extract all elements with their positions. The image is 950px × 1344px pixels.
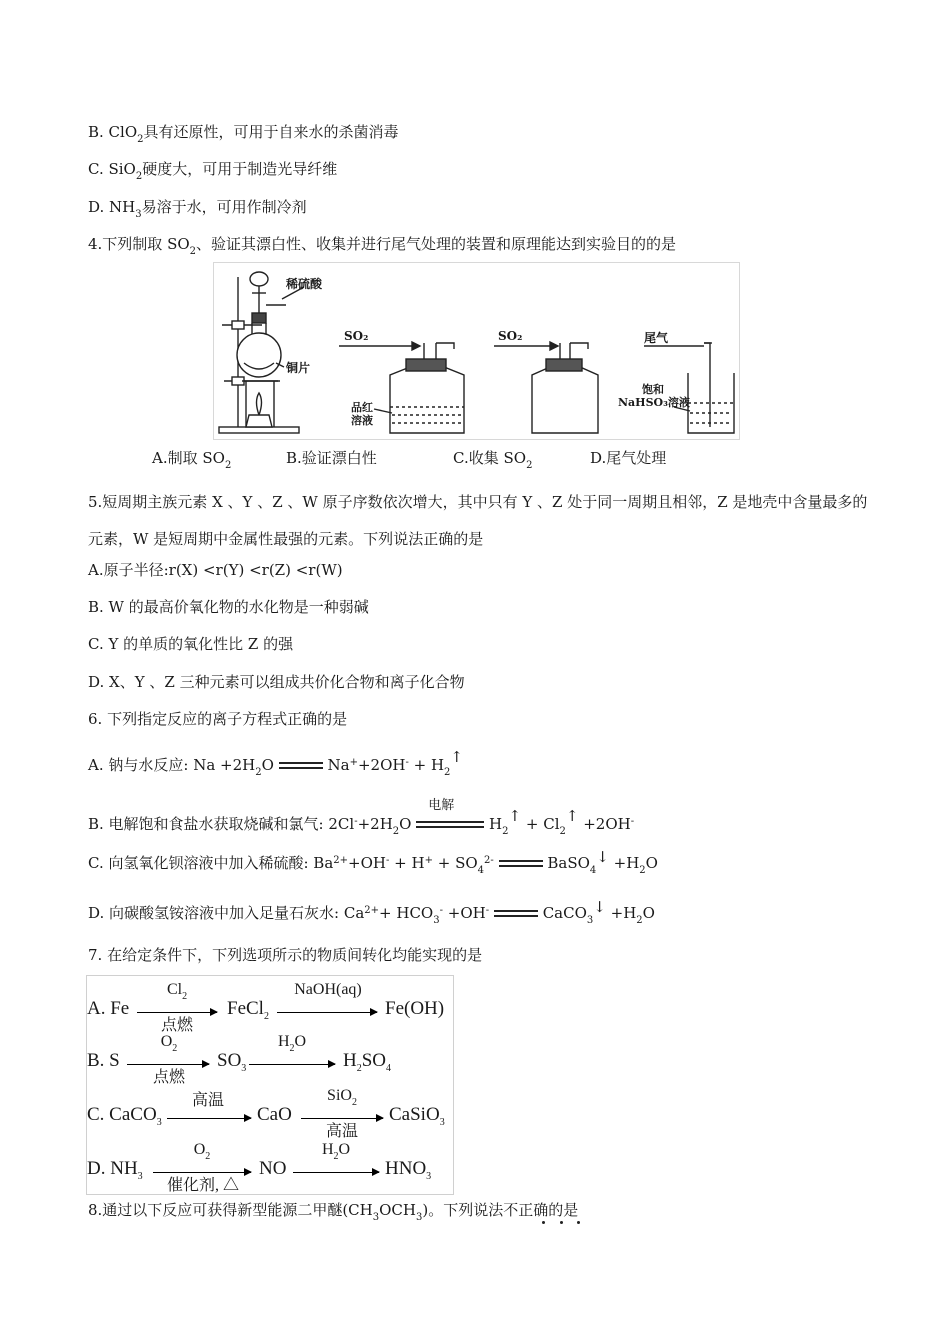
label-so2-b: SO₂	[344, 329, 369, 343]
q6-stem: 6. 下列指定反应的离子方程式正确的是	[88, 710, 348, 728]
arrow-c1-top: 高温	[191, 1092, 224, 1109]
arrow-c2-top: SiO$_2$	[327, 1087, 357, 1108]
q6-option-c: C. 向氢氧化钡溶液中加入稀硫酸: $Ba^{2+}+OH^- + H^+ + SO_4^{2-}$ BaSO$_4$↓ $+H_2O$	[88, 848, 658, 876]
q3-option-b: B. ClO$_2$具有还原性，可用于自来水的杀菌消毒	[88, 123, 399, 145]
equals-sign	[279, 759, 323, 773]
caption-c: C.收集 $SO_2$	[453, 449, 533, 471]
arrow-b2-top: $H_2O$	[277, 1033, 307, 1054]
q8-stem: 8.通过以下反应可获得新型能源二甲醚$(CH_3OCH_3)$。下列说法不正确的是	[88, 1201, 579, 1223]
q6-option-d: D. 向碳酸氢铵溶液中加入足量石灰水: $Ca^{2+}+ HCO_3^- +OH^-$ CaCO$_3$↓ $+H_2O$	[88, 898, 655, 926]
precipitate-down-arrow-icon: ↓	[593, 898, 606, 916]
label-copper: 铜片	[286, 361, 311, 375]
caption-b: B.验证漂白性	[286, 449, 377, 467]
arrow-a1-bottom: 点燃	[160, 1017, 193, 1034]
q5-stem: 5.短周期主族元素 X 、Y 、Z 、W 原子序数依次增大，其中只有 Y 、Z 处于同一周期且相邻，Z 是地壳中含量最多的元素，W 是短周期中金属性最强的元素。下列说法正确的是	[88, 493, 868, 548]
q5-option-b: B. W 的最高价氧化物的水化物是一种弱碱	[88, 598, 369, 616]
emphasis-dot	[560, 1221, 563, 1224]
q6-option-a: A. 钠与水反应: $Na +2H_2O$ $Na^++2OH^- + H_2↑$	[88, 748, 463, 778]
arrow-b2	[249, 1064, 335, 1065]
q4-stem: 4.下列制取 $SO_2$、验证其漂白性、收集并进行尾气处理的装置和原理能达到实验目的的是	[88, 235, 677, 257]
electrolysis-equals: 电解	[416, 818, 484, 832]
label-tail-gas: 尾气	[644, 331, 669, 345]
equals-sign	[499, 857, 543, 871]
gas-up-arrow-icon: ↑	[450, 748, 463, 766]
label-so2-c: SO₂	[498, 329, 523, 343]
q6-option-b: B. 电解饱和食盐水获取烧碱和氯气: $2Cl^-+2H_2O$ 电解 $H_2↑$ + $Cl_2↑ +2OH^-$	[88, 798, 635, 837]
q5-option-c: C. Y 的单质的氧化性比 Z 的强	[88, 635, 294, 653]
arrow-b1-bottom: 点燃	[152, 1069, 185, 1086]
q7-stem: 7. 在给定条件下，下列选项所示的物质间转化均能实现的是	[88, 946, 483, 964]
apparatus-figure	[213, 262, 740, 440]
arrow-d1-top: $O_2$	[193, 1141, 211, 1162]
label-magenta-solution: 品红 溶液	[351, 401, 373, 427]
label-dilute-sulfuric-acid: 稀硫酸	[286, 277, 323, 291]
q5-option-d: D. X、Y 、Z 三种元素可以组成共价化合物和离子化合物	[88, 673, 465, 691]
gas-up-arrow-icon: ↑	[508, 807, 522, 825]
arrow-c1	[167, 1118, 251, 1119]
arrow-c2-bottom: 高温	[325, 1123, 358, 1140]
arrow-d1-bottom: 催化剂, △	[166, 1177, 239, 1194]
q3-option-c: C. SiO$_2$硬度大，可用于制造光导纤维	[88, 160, 338, 182]
arrow-a2-top: NaOH(aq)	[294, 981, 362, 998]
arrow-a1-top: $Cl_2$	[166, 981, 188, 1002]
caption-a: A.制取 $SO_2$	[152, 449, 232, 471]
equals-sign	[494, 907, 538, 921]
emphasis-dot	[577, 1221, 580, 1224]
precipitate-down-arrow-icon: ↓	[596, 848, 609, 866]
caption-d: D.尾气处理	[590, 449, 667, 467]
arrow-b1-top: $O_2$	[160, 1033, 178, 1054]
label-nahso3-solution: 饱和 NaHSO₃溶液	[618, 383, 690, 409]
arrow-d2	[293, 1172, 379, 1173]
emphasis-dot	[542, 1221, 545, 1224]
q3-option-d: D. $NH_3$易溶于水，可用作制冷剂	[88, 198, 307, 220]
q5-option-a: A.原子半径:r(X) <r(Y) <r(Z) <r(W)	[88, 561, 343, 579]
gas-up-arrow-icon: ↑	[565, 807, 579, 825]
arrow-a2	[277, 1012, 377, 1013]
conversion-figure: A. Fe FeCl$_2$ Fe(OH) $Cl_2$ 点燃 NaOH(aq) B. S $SO_3$ $H_2SO_4$ $O_2$ 点燃 $H_2O$ C. CaCO$_3$ CaO CaSiO$_3$ 高温 SiO$_2$ 高温 D. $NH_3$ NO $HNO_3$ $O_2$ 催化剂, △ $H_2O$	[86, 975, 454, 1195]
arrow-d2-top: $H_2O$	[321, 1141, 351, 1162]
